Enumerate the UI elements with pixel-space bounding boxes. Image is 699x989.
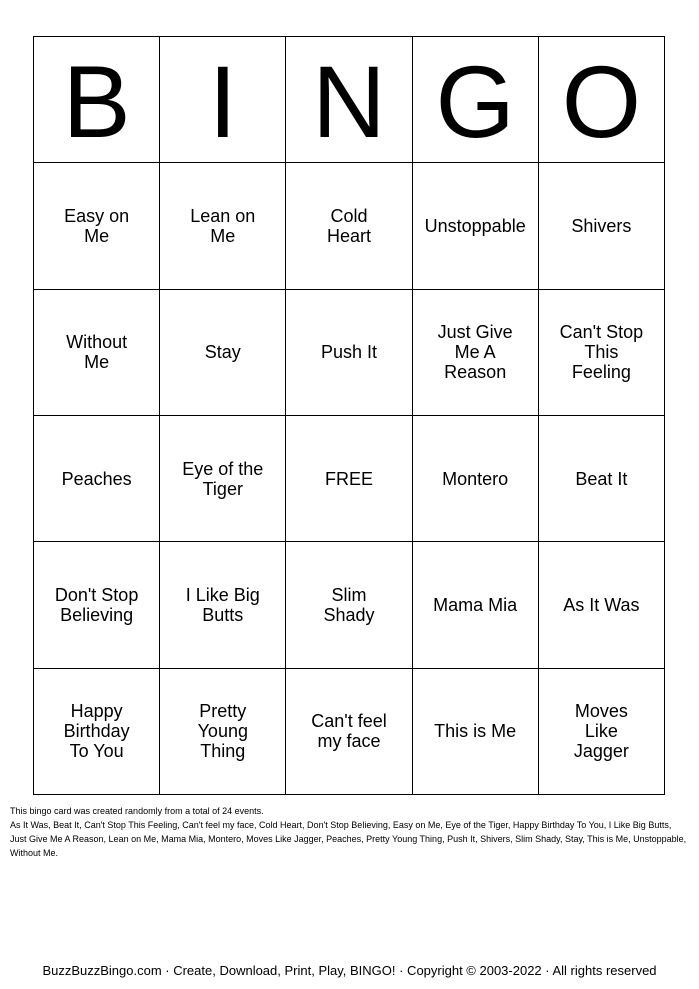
square-label: Without Me — [66, 332, 128, 373]
header-letter-b: B — [34, 37, 160, 163]
square-label: Montero — [442, 468, 509, 489]
square-label: This is Me — [434, 721, 517, 742]
header-letter-o: O — [539, 37, 665, 163]
copyright-line: BuzzBuzzBingo.com · Create, Download, Print, Play, BINGO! · Copyright © 2003-2022 · All rights reserved — [42, 963, 657, 978]
event-list: As It Was, Beat It, Can't Stop This Feeling, Can't feel my face, Cold Heart, Don't Stop Believing, Easy on Me, Eye of the Tiger, Happy Birthday To You, I Like Big Butts, Just Give Me A Reason, Lean on Me, Mama Mia, Montero, Moves Like Jagger, Peaches, Pretty Young Thing, Push It, Shivers, Slim Shady, Stay, This is Me, Unstoppable, Without Me. — [10, 820, 687, 858]
bingo-square — [160, 416, 286, 542]
square-label: Beat It — [575, 468, 628, 489]
bingo-square — [34, 669, 160, 795]
square-label: As It Was — [563, 594, 640, 615]
bingo-square — [34, 542, 160, 668]
square-label: Happy Birthday To You — [63, 701, 130, 762]
square-label: Can't Stop This Feeling — [559, 322, 644, 383]
square-label: Easy on Me — [64, 205, 130, 246]
square-label: Shivers — [571, 215, 632, 236]
bingo-square — [539, 669, 665, 795]
square-label: Stay — [204, 342, 241, 363]
square-label: Cold Heart — [326, 205, 371, 246]
bingo-square — [160, 669, 286, 795]
square-label: Moves Like Jagger — [573, 701, 629, 762]
header-letter-g: G — [413, 37, 539, 163]
square-label: Push It — [320, 342, 377, 363]
bingo-square — [413, 416, 539, 542]
bingo-square — [539, 290, 665, 416]
free-square-label: FREE — [324, 468, 373, 489]
bingo-square — [34, 163, 160, 289]
bingo-square — [160, 163, 286, 289]
bingo-square — [413, 163, 539, 289]
bingo-square — [286, 542, 412, 668]
bingo-square — [539, 163, 665, 289]
square-label: Unstoppable — [424, 215, 526, 236]
bingo-square — [413, 542, 539, 668]
bingo-square — [34, 416, 160, 542]
square-label: Can't feel my face — [311, 711, 387, 752]
bingo-square — [286, 163, 412, 289]
square-label: I Like Big Butts — [185, 584, 260, 625]
square-label: Mama Mia — [433, 594, 518, 615]
bingo-square — [286, 669, 412, 795]
free-square — [286, 416, 412, 542]
bingo-square — [34, 290, 160, 416]
square-label: Lean on Me — [190, 205, 256, 246]
header-letter-n: N — [286, 37, 412, 163]
bingo-square — [539, 542, 665, 668]
square-label: Pretty Young Thing — [197, 701, 248, 762]
bingo-square — [413, 290, 539, 416]
bingo-square — [160, 542, 286, 668]
square-label: Just Give Me A Reason — [437, 322, 513, 383]
bingo-card — [33, 36, 665, 795]
square-label: Eye of the Tiger — [182, 458, 264, 499]
bingo-square — [539, 416, 665, 542]
header-letter-i: I — [160, 37, 286, 163]
bingo-square — [160, 290, 286, 416]
card-description — [10, 804, 690, 860]
bingo-square — [413, 669, 539, 795]
square-label: Slim Shady — [323, 584, 375, 625]
square-label: Don't Stop Believing — [54, 584, 139, 625]
square-label: Peaches — [61, 468, 132, 489]
generation-note: This bingo card was created randomly from a total of 24 events. — [10, 806, 264, 816]
bingo-square — [286, 290, 412, 416]
